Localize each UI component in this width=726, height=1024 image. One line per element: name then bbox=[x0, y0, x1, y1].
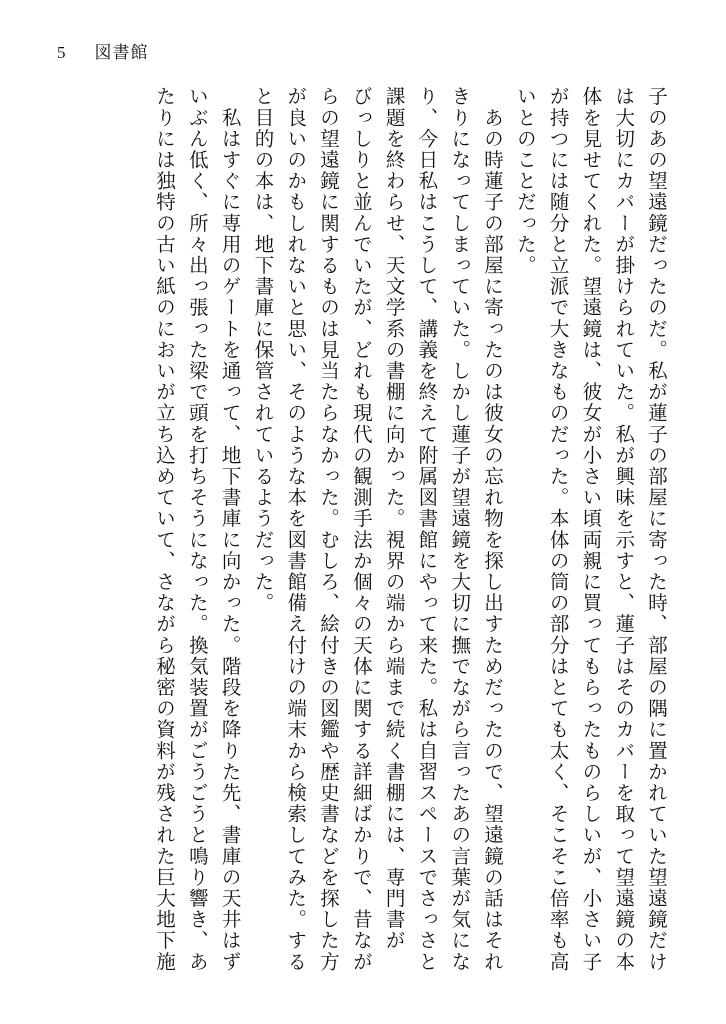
text-line: いとのことだった。 bbox=[513, 86, 537, 276]
page-header bbox=[57, 38, 149, 63]
text-line: たりには独特の古い紙のにおいが立ち込めていて、さながら秘密の資料が残された巨大地下施 bbox=[153, 86, 177, 973]
text-line: 子のあの望遠鏡だったのだ。私が蓮子の部屋に寄った時、部屋の隅に置かれていた望遠鏡だけ bbox=[645, 86, 668, 973]
text-line: びっしりと並んでいたが、どれも現代の観測手法か個々の天体に関する詳細ばかりで、昔なが bbox=[349, 86, 373, 973]
text-line: 体を見せてくれた。望遠鏡は、彼女が小さい頃両親に買ってもらったものらしいが、小さい子 bbox=[579, 86, 603, 973]
chapter-title: 図書館 bbox=[94, 43, 149, 63]
text-line: あの時蓮子の部屋に寄ったのは彼女の忘れ物を探し出すためだったので、望遠鏡の話はそれ bbox=[481, 86, 505, 973]
text-line: 私はすぐに専用のゲートを通って、地下書庫に向かった。階段を降りた先、書庫の天井はず bbox=[218, 86, 242, 973]
page-number: 5 bbox=[57, 43, 67, 62]
text-line: 課題を終わらせ、天文学系の書棚に向かった。視界の端から端まで続く書棚には、専門書が bbox=[382, 86, 406, 952]
body-text bbox=[70, 86, 672, 986]
text-line: は大切にカバーが掛けられていた。私が興味を示すと、蓮子はそのカバーを取って望遠鏡の本 bbox=[612, 86, 636, 973]
text-line: が良いのかもしれないと思い、そのような本を図書館備え付けの端末から検索してみた。する bbox=[284, 86, 308, 973]
text-line: り、今日私はこうして、講義を終えて附属図書館にやって来た。私は自習スペースでさっさと bbox=[415, 86, 439, 973]
text-line: いぶん低く、所々出っ張った梁で頭を打ちそうになった。換気装置がごうごうと鳴り響き、あ bbox=[185, 86, 209, 973]
text-line: らの望遠鏡に関するものは見当たらなかった。むしろ、絵付きの図鑑や歴史書などを探した方 bbox=[317, 86, 341, 973]
text-line: が持つには随分と立派で大きなものだった。本体の筒の部分はとても太く、そこそこ倍率も高 bbox=[546, 86, 570, 973]
text-line: きりになってしまっていた。しかし蓮子が望遠鏡を大切に撫でながら言ったあの言葉が気にな bbox=[448, 86, 472, 973]
text-line: と目的の本は、地下書庫に保管されているようだった。 bbox=[251, 86, 275, 614]
